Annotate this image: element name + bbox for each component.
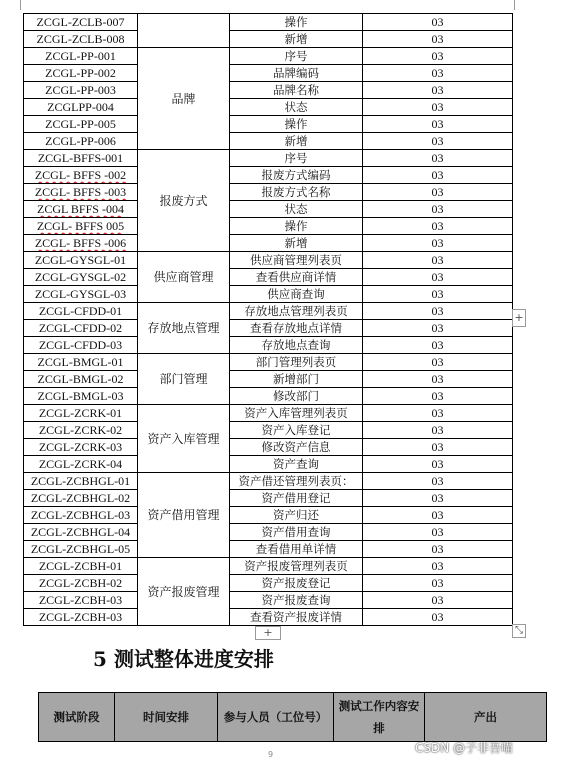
requirement-id-cell — [24, 354, 138, 371]
table-row — [24, 303, 513, 320]
value-cell: 03 — [363, 456, 513, 473]
module-name-cell: 资产入库管理 — [138, 405, 230, 473]
function-point-cell: 序号 — [230, 150, 363, 167]
module-name-cell: 部门管理 — [138, 354, 230, 405]
value-cell: 03 — [363, 507, 513, 524]
requirement-id-cell — [24, 575, 138, 592]
function-point-cell: 操作 — [230, 14, 363, 31]
requirement-id-cell — [24, 507, 138, 524]
requirement-id-cell — [24, 201, 138, 218]
function-point-cell: 状态 — [230, 201, 363, 218]
function-point-cell: 新增 — [230, 133, 363, 150]
table-row — [24, 201, 513, 218]
function-point-cell: 品牌编码 — [230, 65, 363, 82]
requirements-table-body — [24, 14, 513, 626]
module-name-cell: 资产借用管理 — [138, 473, 230, 558]
value-cell: 03 — [363, 31, 513, 48]
value-cell: 03 — [363, 609, 513, 626]
table-row — [24, 133, 513, 150]
table-row — [24, 439, 513, 456]
requirement-id-cell — [24, 439, 138, 456]
requirement-id-cell — [24, 31, 138, 48]
table-row — [24, 286, 513, 303]
requirement-id-cell — [24, 82, 138, 99]
table-row — [24, 320, 513, 337]
function-point-cell: 资产借用查询 — [230, 524, 363, 541]
section-heading: 5 测试整体进度安排 — [93, 647, 274, 671]
value-cell: 03 — [363, 371, 513, 388]
table-row — [24, 388, 513, 405]
requirement-id: ZCGL-ZCRK-02 — [38, 423, 123, 437]
function-point-cell: 资产借用登记 — [230, 490, 363, 507]
value-cell: 03 — [363, 439, 513, 456]
requirement-id: ZCGL- BFFS -002 — [34, 168, 127, 182]
table-row — [24, 354, 513, 371]
requirement-id-cell — [24, 286, 138, 303]
value-cell: 03 — [363, 286, 513, 303]
requirement-id: ZCGL- BFFS -003 — [34, 185, 127, 199]
requirement-id-cell — [24, 337, 138, 354]
requirement-id: ZCGL-CFDD-03 — [38, 338, 123, 352]
module-name-cell: 报废方式 — [138, 150, 230, 252]
add-column-button[interactable]: + — [512, 309, 526, 327]
table-row — [24, 609, 513, 626]
table-row — [24, 575, 513, 592]
value-cell: 03 — [363, 82, 513, 99]
function-point-cell: 存放地点管理列表页 — [230, 303, 363, 320]
requirement-id: ZCGL-CFDD-02 — [38, 321, 123, 335]
requirement-id-cell — [24, 184, 138, 201]
table-row — [24, 541, 513, 558]
value-cell: 03 — [363, 524, 513, 541]
function-point-cell: 查看供应商详情 — [230, 269, 363, 286]
function-point-cell: 资产报废查询 — [230, 592, 363, 609]
function-point-cell: 部门管理列表页 — [230, 354, 363, 371]
requirement-id-cell — [24, 422, 138, 439]
requirement-id: ZCGL-ZCBHGL-01 — [30, 474, 131, 488]
requirement-id-cell — [24, 558, 138, 575]
requirement-id-cell — [24, 405, 138, 422]
table-row — [24, 14, 513, 31]
value-cell: 03 — [363, 303, 513, 320]
function-point-cell: 供应商管理列表页 — [230, 252, 363, 269]
requirement-id-cell — [24, 116, 138, 133]
module-name-cell: 供应商管理 — [138, 252, 230, 303]
header-cell-output: 产出 — [425, 693, 547, 742]
value-cell: 03 — [363, 14, 513, 31]
value-cell: 03 — [363, 405, 513, 422]
function-point-cell: 新增部门 — [230, 371, 363, 388]
requirement-id-cell — [24, 14, 138, 31]
header-cell-stage: 测试阶段 — [39, 693, 115, 742]
requirement-id-cell — [24, 252, 138, 269]
table-row — [24, 405, 513, 422]
table-row — [24, 337, 513, 354]
function-point-cell: 新增 — [230, 31, 363, 48]
requirement-id-cell — [24, 235, 138, 252]
requirement-id: ZCGL-BMGL-02 — [37, 372, 124, 386]
requirement-id-cell — [24, 269, 138, 286]
requirement-id-cell — [24, 541, 138, 558]
value-cell: 03 — [363, 201, 513, 218]
requirement-id-cell — [24, 388, 138, 405]
function-point-cell: 状态 — [230, 99, 363, 116]
requirement-id: ZCGL-ZCBH-01 — [38, 559, 123, 573]
function-point-cell: 存放地点查询 — [230, 337, 363, 354]
function-point-cell: 修改部门 — [230, 388, 363, 405]
requirement-id: ZCGL-GYSGL-02 — [34, 270, 127, 284]
requirement-id: ZCGL-ZCBHGL-02 — [30, 491, 131, 505]
requirement-id: ZCGL-BMGL-01 — [37, 355, 124, 369]
schedule-table — [38, 692, 547, 742]
requirement-id-cell — [24, 456, 138, 473]
requirement-id: ZCGL- BFFS -006 — [34, 236, 127, 250]
add-row-button[interactable]: + — [255, 626, 281, 640]
table-row — [24, 65, 513, 82]
requirement-id-cell — [24, 99, 138, 116]
function-point-cell: 资产查询 — [230, 456, 363, 473]
requirement-id: ZCGL-PP-001 — [45, 49, 116, 63]
module-name-cell: 存放地点管理 — [138, 303, 230, 354]
table-row — [24, 218, 513, 235]
requirement-id-cell — [24, 473, 138, 490]
table-row — [24, 184, 513, 201]
schedule-header-row — [39, 693, 547, 742]
requirement-id-cell — [24, 303, 138, 320]
requirement-id: ZCGL-ZCRK-03 — [38, 440, 123, 454]
requirement-id-cell — [24, 150, 138, 167]
table-row — [24, 456, 513, 473]
table-resize-handle[interactable]: ⤡ — [512, 624, 526, 638]
requirement-id: ZCGL-BMGL-03 — [37, 389, 124, 403]
requirements-table — [23, 13, 513, 626]
requirement-id: ZCGL-ZCBH-03 — [38, 610, 123, 624]
requirement-id: ZCGL-ZCBH-02 — [38, 576, 123, 590]
table-row — [24, 473, 513, 490]
table-row — [24, 422, 513, 439]
function-point-cell: 资产入库登记 — [230, 422, 363, 439]
table-row — [24, 592, 513, 609]
function-point-cell: 品牌名称 — [230, 82, 363, 99]
value-cell: 03 — [363, 133, 513, 150]
requirement-id: ZCGL-BFFS-001 — [37, 151, 124, 165]
value-cell: 03 — [363, 575, 513, 592]
header-cell-time: 时间安排 — [115, 693, 218, 742]
value-cell: 03 — [363, 422, 513, 439]
requirement-id: ZCGL-GYSGL-01 — [34, 253, 127, 267]
requirement-id: ZCGL BFFS -004 — [37, 202, 124, 216]
value-cell: 03 — [363, 473, 513, 490]
table-row — [24, 235, 513, 252]
value-cell: 03 — [363, 354, 513, 371]
value-cell: 03 — [363, 490, 513, 507]
requirement-id-cell — [24, 490, 138, 507]
value-cell: 03 — [363, 558, 513, 575]
function-point-cell: 新增 — [230, 235, 363, 252]
requirement-id: ZCGL-GYSGL-03 — [34, 287, 127, 301]
function-point-cell: 资产入库管理列表页 — [230, 405, 363, 422]
function-point-cell: 查看存放地点详情 — [230, 320, 363, 337]
requirement-id-cell — [24, 133, 138, 150]
value-cell: 03 — [363, 150, 513, 167]
requirement-id: ZCGL-ZCBHGL-05 — [30, 542, 131, 556]
requirement-id: ZCGL- BFFS 005 — [36, 219, 125, 233]
function-point-cell: 资产报废登记 — [230, 575, 363, 592]
requirement-id: ZCGL-PP-006 — [45, 134, 116, 148]
table-row — [24, 150, 513, 167]
value-cell: 03 — [363, 235, 513, 252]
table-row — [24, 558, 513, 575]
requirement-id: ZCGL-ZCBH-03 — [38, 593, 123, 607]
requirement-id-cell — [24, 65, 138, 82]
right-margin-mark — [514, 0, 515, 10]
table-row — [24, 167, 513, 184]
table-row — [24, 99, 513, 116]
table-row — [24, 31, 513, 48]
function-point-cell: 资产借还管理列表页： — [230, 473, 363, 490]
requirement-id-cell — [24, 371, 138, 388]
value-cell: 03 — [363, 116, 513, 133]
function-point-cell: 查看资产报废详情 — [230, 609, 363, 626]
requirement-id: ZCGLPP-004 — [47, 100, 114, 114]
table-row — [24, 507, 513, 524]
table-row — [24, 524, 513, 541]
value-cell: 03 — [363, 320, 513, 337]
header-cell-work-content: 测试工作内容安排 — [334, 693, 425, 742]
function-point-cell: 序号 — [230, 48, 363, 65]
header-cell-participants: 参与人员（工位号） — [218, 693, 334, 742]
table-row — [24, 490, 513, 507]
module-name-cell: 资产报废管理 — [138, 558, 230, 626]
table-row — [24, 252, 513, 269]
watermark: CSDN @子非吾喵 — [415, 741, 514, 755]
requirement-id: ZCGL-PP-002 — [45, 66, 116, 80]
function-point-cell: 操作 — [230, 116, 363, 133]
function-point-cell: 报废方式名称 — [230, 184, 363, 201]
table-row — [24, 269, 513, 286]
function-point-cell: 资产报废管理列表页 — [230, 558, 363, 575]
requirement-id-cell — [24, 609, 138, 626]
requirement-id: ZCGL-ZCBHGL-03 — [30, 508, 131, 522]
function-point-cell: 操作 — [230, 218, 363, 235]
requirement-id-cell — [24, 592, 138, 609]
requirement-id: ZCGL-ZCLB-008 — [36, 32, 125, 46]
value-cell: 03 — [363, 65, 513, 82]
module-name-cell: 品牌 — [138, 48, 230, 150]
requirement-id: ZCGL-PP-003 — [45, 83, 116, 97]
requirement-id-cell — [24, 218, 138, 235]
value-cell: 03 — [363, 99, 513, 116]
requirement-id-cell — [24, 48, 138, 65]
value-cell: 03 — [363, 184, 513, 201]
value-cell: 03 — [363, 252, 513, 269]
function-point-cell: 查看借用单详情 — [230, 541, 363, 558]
value-cell: 03 — [363, 388, 513, 405]
table-row — [24, 82, 513, 99]
requirement-id: ZCGL-ZCRK-01 — [38, 406, 123, 420]
value-cell: 03 — [363, 48, 513, 65]
requirement-id-cell — [24, 524, 138, 541]
function-point-cell: 报废方式编码 — [230, 167, 363, 184]
requirement-id: ZCGL-CFDD-01 — [38, 304, 123, 318]
table-row — [24, 371, 513, 388]
requirement-id: ZCGL-ZCRK-04 — [38, 457, 123, 471]
page-number: 9 — [268, 750, 274, 759]
value-cell: 03 — [363, 167, 513, 184]
requirement-id: ZCGL-ZCBHGL-04 — [30, 525, 131, 539]
requirement-id-cell — [24, 167, 138, 184]
function-point-cell: 供应商查询 — [230, 286, 363, 303]
value-cell: 03 — [363, 269, 513, 286]
left-margin-mark — [20, 0, 21, 10]
requirement-id: ZCGL-ZCLB-007 — [36, 15, 125, 29]
table-row — [24, 116, 513, 133]
module-name-cell — [138, 14, 230, 48]
requirement-id: ZCGL-PP-005 — [45, 117, 116, 131]
value-cell: 03 — [363, 592, 513, 609]
function-point-cell: 修改资产信息 — [230, 439, 363, 456]
table-row — [24, 48, 513, 65]
function-point-cell: 资产归还 — [230, 507, 363, 524]
requirement-id-cell — [24, 320, 138, 337]
value-cell: 03 — [363, 218, 513, 235]
value-cell: 03 — [363, 541, 513, 558]
value-cell: 03 — [363, 337, 513, 354]
